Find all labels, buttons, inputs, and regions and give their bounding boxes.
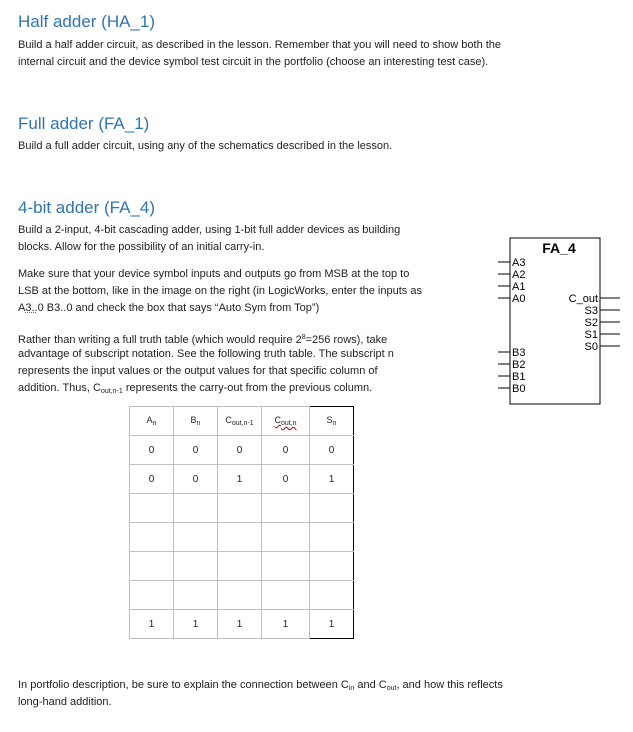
table-cell: 1 [218,610,262,639]
subscript: out [386,685,397,692]
header-base: S [326,415,333,425]
truth-table-header-cell [130,407,174,436]
header-base: C [274,415,281,425]
section-heading-half-adder: Half adder (HA_1) [18,12,156,31]
truth-table-header-cell [218,407,262,436]
table-cell [130,494,174,523]
input-pin-label: B0 [512,383,526,395]
truth-table-header-cell [262,407,310,436]
table-cell [310,552,354,581]
header-subscript: n [152,420,157,427]
table-cell [262,494,310,523]
table-cell [130,552,174,581]
truth-table-body [130,407,354,639]
header-base: C [225,415,232,425]
table-cell: 0 [130,465,174,494]
table-cell: 1 [262,610,310,639]
table-row [130,552,354,581]
table-cell [262,523,310,552]
table-cell: 0 [218,436,262,465]
4bit-p2-line-2: LSB at the bottom, like in the image on the right (in LogicWorks, enter the inputs as [18,285,422,297]
table-cell: 1 [218,465,262,494]
table-row [130,610,354,639]
carry-out-label: C_out [568,293,598,305]
subscript: in [348,685,355,692]
table-row [130,465,354,494]
table-cell [262,581,310,610]
table-cell [174,581,218,610]
fa4-device-symbol [494,234,626,408]
4bit-p1-line-2: blocks. Allow for the possibility of an initial carry-in. [18,241,265,253]
text-span: , and how this reflects [396,679,503,691]
table-row [130,494,354,523]
table-cell: 1 [174,610,218,639]
output-pin-label: S3 [584,305,598,317]
truth-table [129,406,354,639]
text-span: 0 B3..0 and check the box that says “Auto Sym from Top”) [37,302,320,314]
4bit-p1-line-1: Build a 2-input, 4-bit cascading adder, using 1-bit full adder devices as building [18,224,401,236]
output-pin-label: S2 [584,317,598,329]
table-cell: 0 [174,465,218,494]
table-row [130,523,354,552]
truth-table-header-cell [174,407,218,436]
table-cell [218,552,262,581]
text-span: represents the carry-out from the previous column. [122,382,373,394]
4bit-p2-line-1: Make sure that your device symbol inputs and outputs go from MSB at the top to [18,268,410,280]
table-cell [174,494,218,523]
header-subscript: out,n [280,420,297,427]
header-subscript: out,n-1 [231,420,254,427]
table-cell [310,581,354,610]
truth-table-header-row [130,407,354,436]
table-cell: 0 [262,436,310,465]
input-pin-label: A2 [512,269,526,281]
text-span: In portfolio description, be sure to explain the connection between C [18,679,349,691]
half-adder-text-line-2: internal circuit and the device symbol test circuit in the portfolio (choose an interesting test case). [18,56,489,68]
header-base: B [190,415,197,425]
section-heading-full-adder: Full adder (FA_1) [18,114,150,133]
table-cell: 1 [310,465,354,494]
header-base: A [146,415,153,425]
input-pin-label: A3 [512,257,526,269]
table-cell [174,552,218,581]
4bit-p3-line-2: advantage of subscript notation. See the following truth table. The subscript n [18,348,394,360]
subscript: out,n-1 [100,388,123,395]
half-adder-text-line-1: Build a half adder circuit, as described in the lesson. Remember that you will need to show both the [18,39,502,51]
device-title: FA_4 [542,240,576,256]
table-cell [218,523,262,552]
table-cell: 0 [262,465,310,494]
4bit-p3-line-3: represents the input values or the output values for that specific column of [18,365,378,377]
table-cell [310,523,354,552]
table-cell: 0 [174,436,218,465]
input-pin-label: B2 [512,359,526,371]
table-cell: 1 [130,610,174,639]
section-heading-4bit-adder: 4-bit adder (FA_4) [18,198,156,217]
text-span: A [18,302,26,314]
input-pin-label: B1 [512,371,526,383]
header-subscript: n [332,420,337,427]
input-pin-label: A0 [512,293,526,305]
table-cell: 0 [310,436,354,465]
4bit-p3-line-4 [18,380,372,400]
4bit-p2-line-3 [18,300,319,317]
input-pin-label: A1 [512,281,526,293]
table-cell [130,523,174,552]
header-subscript: n [196,420,201,427]
table-row [130,581,354,610]
table-cell [218,494,262,523]
table-cell: 0 [130,436,174,465]
table-cell [262,552,310,581]
table-cell [174,523,218,552]
superscript: 8 [301,334,306,341]
input-pin-label: B3 [512,347,526,359]
output-pin-label: S1 [584,329,598,341]
table-cell [218,581,262,610]
text-span: addition. Thus, C [18,382,101,394]
truth-table-header-cell [310,407,354,436]
table-cell [130,581,174,610]
text-span-underlined: 3.. [25,302,38,314]
output-pin-label: S0 [584,341,598,353]
closing-line-2: long-hand addition. [18,696,112,708]
text-span: and C [354,679,387,691]
text-span: Rather than writing a full truth table (which would require 2 [18,334,302,346]
table-row [130,436,354,465]
full-adder-text: Build a full adder circuit, using any of the schematics described in the lesson. [18,140,393,152]
table-cell: 1 [310,610,354,639]
table-cell [310,494,354,523]
device-pins [498,257,620,395]
text-span: =256 rows), take [305,334,388,346]
